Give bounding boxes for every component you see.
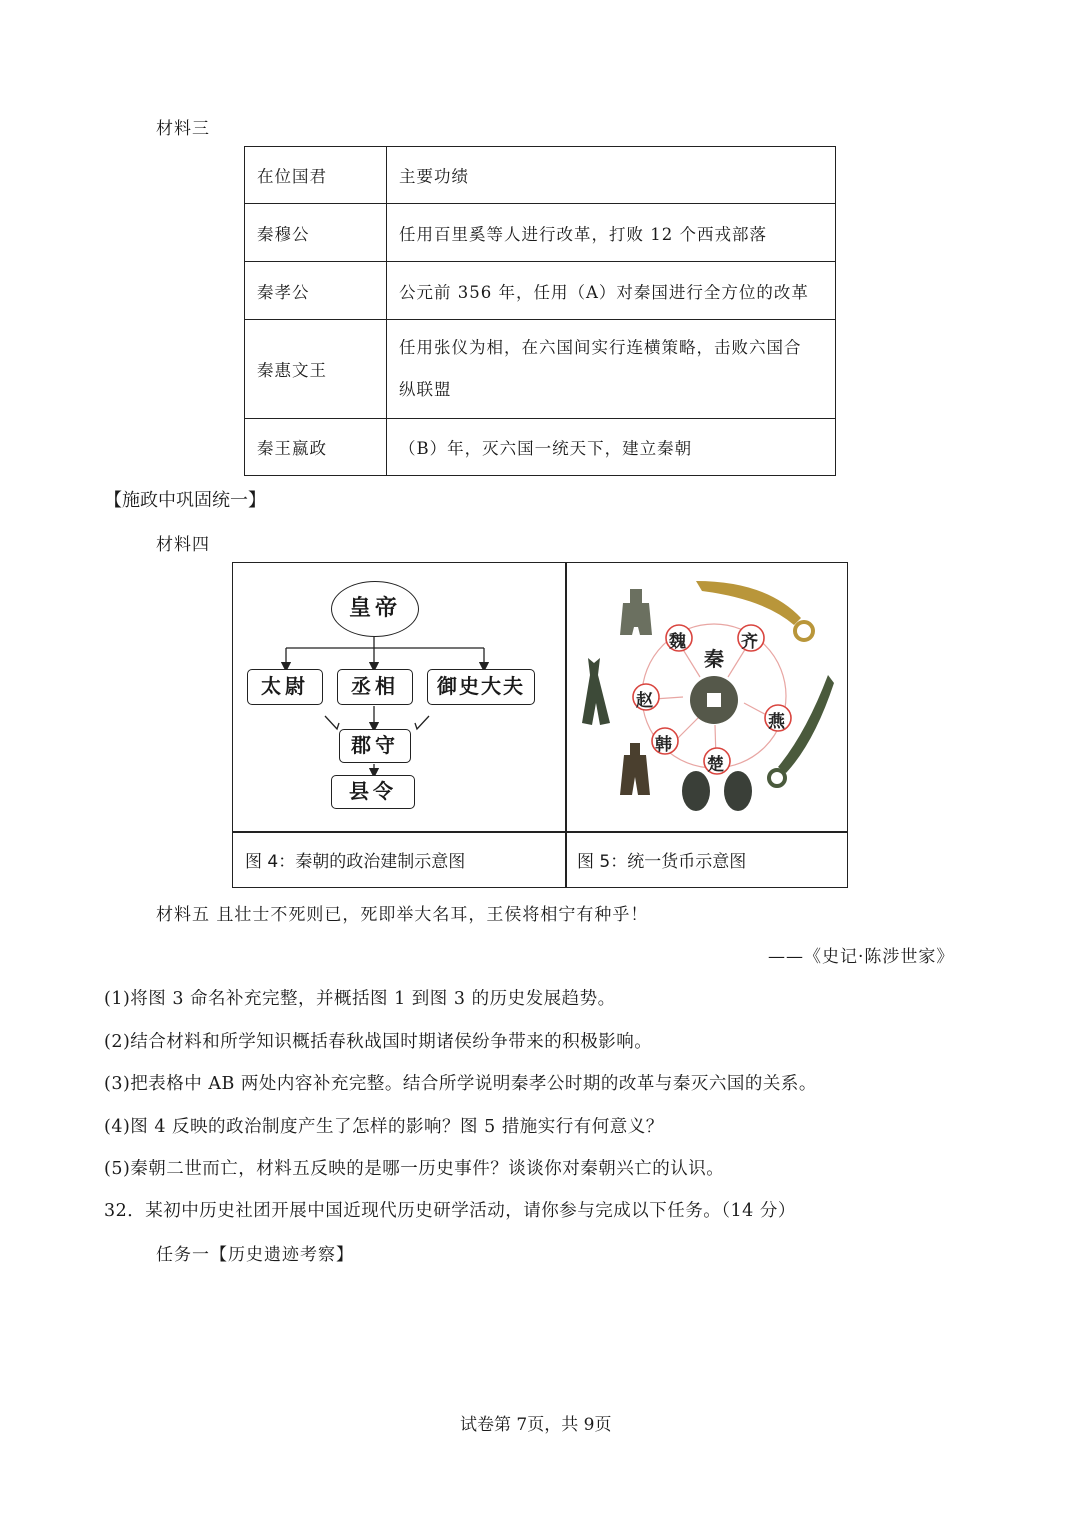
question-2: (2)结合材料和所学知识概括春秋战国时期诸侯纷争带来的积极影响。	[104, 1032, 653, 1052]
table-cell-multiline	[387, 320, 836, 419]
spade-coin-bottom	[620, 743, 650, 795]
table-cell: 秦穆公	[245, 204, 387, 262]
state-zhao-label: 赵	[636, 691, 653, 711]
state-qi-label: 齐	[741, 632, 758, 652]
pointed-spade-coin	[582, 658, 610, 725]
state-chu-label: 楚	[707, 755, 724, 775]
question-5: (5)秦朝二世而亡，材料五反映的是哪一历史事件？谈谈你对秦朝兴亡的认识。	[104, 1159, 725, 1179]
table-row	[245, 262, 836, 320]
fig4-caption: 图 4：秦朝的政治建制示意图	[245, 852, 466, 872]
spade-coin-top	[620, 589, 652, 635]
table-row	[245, 204, 836, 262]
question-1: (1)将图 3 命名补充完整，并概括图 1 到图 3 的历史发展趋势。	[104, 989, 616, 1009]
commandery-node: 郡守	[339, 729, 411, 763]
task1-heading: 任务一【历史遗迹考察】	[156, 1245, 354, 1265]
table-cell: 秦王嬴政	[245, 419, 387, 476]
table-cell: 任用百里奚等人进行改革，打败 12 个西戎部落	[387, 204, 836, 262]
material5-text: 材料五 且壮士不死则已，死即举大名耳，王侯将相宁有种乎！	[156, 905, 649, 925]
table-header-row	[245, 147, 836, 204]
material3-label: 材料三	[156, 119, 210, 139]
table-row	[245, 419, 836, 476]
table-row	[245, 320, 836, 419]
censor-node: 御史大夫	[427, 669, 535, 705]
table-cell-line: 任用张仪为相，在六国间实行连横策略，击败六国合	[399, 338, 802, 357]
material5-source: ——《史记·陈涉世家》	[768, 947, 955, 967]
county-node: 县令	[331, 775, 415, 809]
taiwei-node: 太尉	[247, 669, 323, 705]
material3-table	[244, 146, 836, 476]
material4-label: 材料四	[156, 535, 210, 555]
chancellor-node: 丞相	[337, 669, 413, 705]
fig5-illustration	[566, 563, 848, 831]
question-4: (4)图 4 反映的政治制度产生了怎样的影响？图 5 措施实行有何意义？	[104, 1117, 664, 1137]
table-cell: （B）年，灭六国一统天下，建立秦朝	[387, 419, 836, 476]
table-cell-line: 纵联盟	[399, 380, 452, 399]
state-yan-label: 燕	[768, 712, 785, 732]
table-cell: 秦孝公	[245, 262, 387, 320]
state-wei-label: 魏	[669, 632, 686, 652]
material4-figure-box	[232, 562, 848, 888]
page-footer: 试卷第 7页，共 9页	[460, 1415, 612, 1435]
ant-nose-coin	[724, 771, 752, 811]
section-heading: 【施政中巩固统一】	[104, 490, 266, 511]
ant-nose-coin	[682, 771, 710, 811]
emperor-node: 皇帝	[331, 581, 419, 637]
qin-label: 秦	[704, 647, 724, 671]
fig5-caption: 图 5：统一货币示意图	[577, 852, 747, 872]
table-cell: 秦惠文王	[245, 320, 387, 419]
question-32: 32．某初中历史社团开展中国近现代历史研学活动，请你参与完成以下任务。（14 分）	[104, 1201, 796, 1221]
knife-coin-gold	[696, 581, 801, 625]
table-header-cell: 主要功绩	[387, 147, 836, 204]
state-han-label: 韩	[655, 735, 672, 755]
table-header-cell: 在位国君	[245, 147, 387, 204]
figure-divider-horizontal	[233, 831, 847, 833]
question-3: (3)把表格中 AB 两处内容补充完整。结合所学说明秦孝公时期的改革与秦灭六国的关系。	[104, 1074, 817, 1094]
table-cell: 公元前 356 年，任用（A）对秦国进行全方位的改革	[387, 262, 836, 320]
